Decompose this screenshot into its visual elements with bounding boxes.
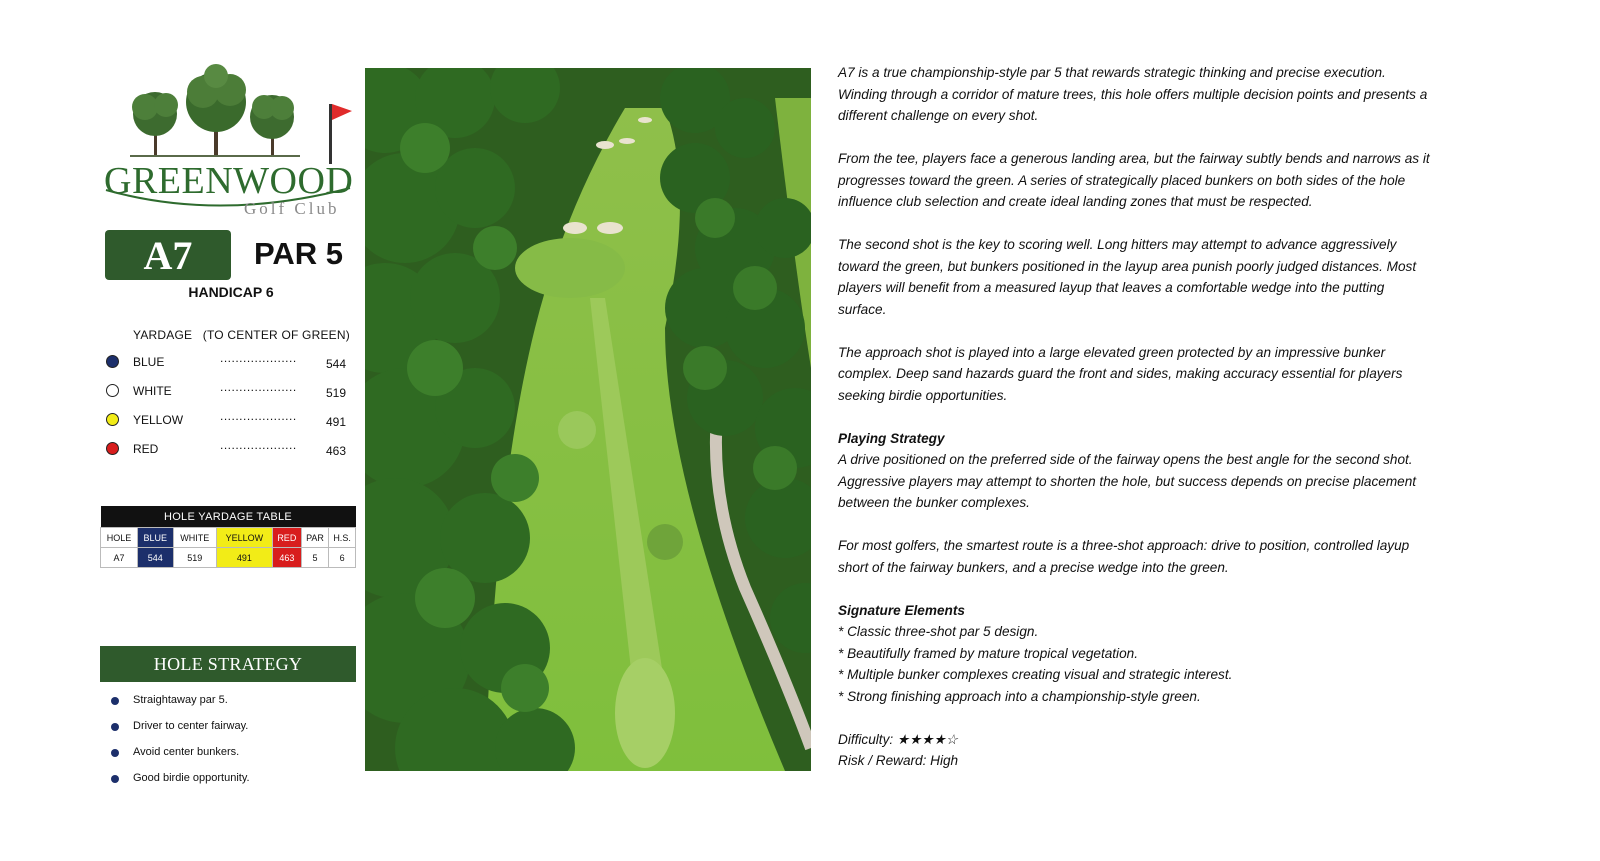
text-line: A drive positioned on the preferred side of the fairway opens the best angle for the second shot.	[838, 452, 1413, 467]
red-tee-icon	[106, 442, 119, 455]
text-line: A7 is a true championship-style par 5 that rewards strategic thinking and precise execution.	[838, 65, 1386, 80]
club-subtitle: Golf Club	[244, 199, 340, 218]
text-line: surface.	[838, 301, 887, 317]
strategy-text: Straightaway par 5.	[133, 694, 228, 706]
list-item	[100, 746, 362, 772]
leader-dots: ....................	[220, 380, 297, 394]
leader-dots: ....................	[220, 409, 297, 423]
tee-yards: 519	[326, 386, 347, 400]
playing-strategy-section	[838, 428, 1486, 514]
tee-name: WHITE	[133, 384, 172, 398]
description-paragraph-3	[838, 234, 1486, 320]
yardage-item-blue	[100, 351, 362, 383]
aerial-fairway-illustration	[365, 68, 811, 771]
playing-strategy-heading: Playing Strategy	[838, 430, 945, 446]
yardage-title: YARDAGE (TO CENTER OF GREEN)	[133, 328, 350, 342]
table-cell: 519	[173, 548, 216, 568]
list-item: * Multiple bunker complexes creating visual and strategic interest.	[838, 667, 1233, 682]
text-line: From the tee, players face a generous landing area, but the fairway subtly bends and narrows as it	[838, 151, 1430, 166]
list-item: * Strong finishing approach into a championship-style green.	[838, 688, 1201, 704]
tee-name: YELLOW	[133, 413, 184, 427]
rating-section	[838, 729, 1486, 772]
tee-yards: 491	[326, 415, 347, 429]
table-header-cell: HOLE	[101, 528, 138, 548]
hole-header	[100, 230, 362, 286]
yellow-tee-icon	[106, 413, 119, 426]
description-paragraph-6	[838, 535, 1486, 578]
table-cell: 5	[301, 548, 328, 568]
hole-strategy-title: HOLE STRATEGY	[100, 646, 356, 682]
table-cell: 463	[272, 548, 301, 568]
text-line: players will benefit from a measured layup that leaves a comfortable wedge into the putting	[838, 280, 1385, 295]
club-name: GREENWOOD	[104, 160, 354, 202]
list-item	[100, 772, 362, 798]
hole-number-badge: A7	[105, 230, 231, 280]
text-line: Aggressive players may attempt to shorten the hole, but success depends on precise placement	[838, 473, 1417, 489]
yardage-item-red	[100, 438, 362, 470]
strategy-text: Good birdie opportunity.	[133, 772, 250, 784]
leader-dots: ....................	[220, 351, 297, 365]
bullet-icon	[111, 775, 119, 783]
strategy-text: Avoid center bunkers.	[133, 746, 240, 758]
list-item: * Beautifully framed by mature tropical vegetation.	[838, 645, 1138, 661]
table-header-cell: YELLOW	[217, 528, 273, 548]
table-cell: 544	[137, 548, 173, 568]
table-header-cell: WHITE	[173, 528, 216, 548]
aerial-fairway-photo	[365, 68, 811, 771]
strategy-text: Driver to center fairway.	[133, 720, 249, 732]
bullet-icon	[111, 749, 119, 757]
table-cell: A7	[101, 548, 138, 568]
hole-handicap: HANDICAP 6	[188, 284, 274, 300]
text-line: between the bunker complexes.	[838, 495, 1030, 510]
tee-name: BLUE	[133, 355, 165, 369]
hole-yardage-table	[100, 506, 356, 568]
difficulty-rating: Difficulty: ★★★★☆	[838, 731, 958, 747]
bullet-icon	[111, 697, 119, 705]
text-line: For most golfers, the smartest route is a three-shot approach: drive to position, controlled layup	[838, 538, 1410, 553]
description-paragraph-4	[838, 342, 1486, 407]
description-paragraph-1	[838, 62, 1486, 127]
table-header-row	[101, 528, 356, 548]
table-row	[101, 548, 356, 568]
description-paragraph-2	[838, 148, 1486, 213]
tee-yards: 463	[326, 444, 347, 458]
yardage-item-white	[100, 380, 362, 412]
bullet-icon	[111, 723, 119, 731]
text-line: progresses toward the green. A series of strategically placed bunkers on both sides of the hole	[838, 172, 1406, 188]
list-item	[100, 694, 362, 720]
tee-yards: 544	[326, 357, 347, 371]
list-item: * Classic three-shot par 5 design.	[838, 624, 1039, 639]
club-logo	[100, 62, 362, 222]
text-line: Winding through a corridor of mature trees, this hole offers multiple decision points and presents a	[838, 86, 1428, 102]
table-header-cell: H.S.	[329, 528, 356, 548]
table-cell: 6	[329, 548, 356, 568]
hole-info-panel	[100, 62, 362, 798]
strategy-list	[100, 694, 362, 798]
text-line: different challenge on every shot.	[838, 108, 1039, 123]
signature-elements-section	[838, 600, 1486, 708]
hole-description	[838, 62, 1486, 793]
text-line: The approach shot is played into a large elevated green protected by an impressive bunker	[838, 344, 1386, 360]
text-line: influence club selection and create ideal landing zones that must be respected.	[838, 194, 1313, 209]
table-header-cell: PAR	[301, 528, 328, 548]
signature-elements-heading: Signature Elements	[838, 602, 965, 618]
table-title: HOLE YARDAGE TABLE	[101, 506, 356, 528]
table-header-cell: BLUE	[137, 528, 173, 548]
table-header-cell: RED	[272, 528, 301, 548]
risk-reward: Risk / Reward: High	[838, 753, 959, 768]
text-line: The second shot is the key to scoring well. Long hitters may attempt to advance aggressively	[838, 237, 1397, 252]
yardage-item-yellow	[100, 409, 362, 441]
text-line: seeking birdie opportunities.	[838, 387, 1008, 403]
yardage-list	[100, 351, 362, 470]
table-cell: 491	[217, 548, 273, 568]
text-line: toward the green, but bunkers positioned in the layup area punish poorly judged distances. Most	[838, 258, 1417, 274]
hole-par: PAR 5	[254, 236, 344, 271]
white-tee-icon	[106, 384, 119, 397]
tee-name: RED	[133, 442, 159, 456]
list-item	[100, 720, 362, 746]
text-line: complex. Deep sand hazards guard the front and sides, making accuracy essential for players	[838, 366, 1403, 381]
leader-dots: ....................	[220, 438, 297, 452]
text-line: short of the fairway bunkers, and a precise wedge into the green.	[838, 559, 1229, 575]
blue-tee-icon	[106, 355, 119, 368]
